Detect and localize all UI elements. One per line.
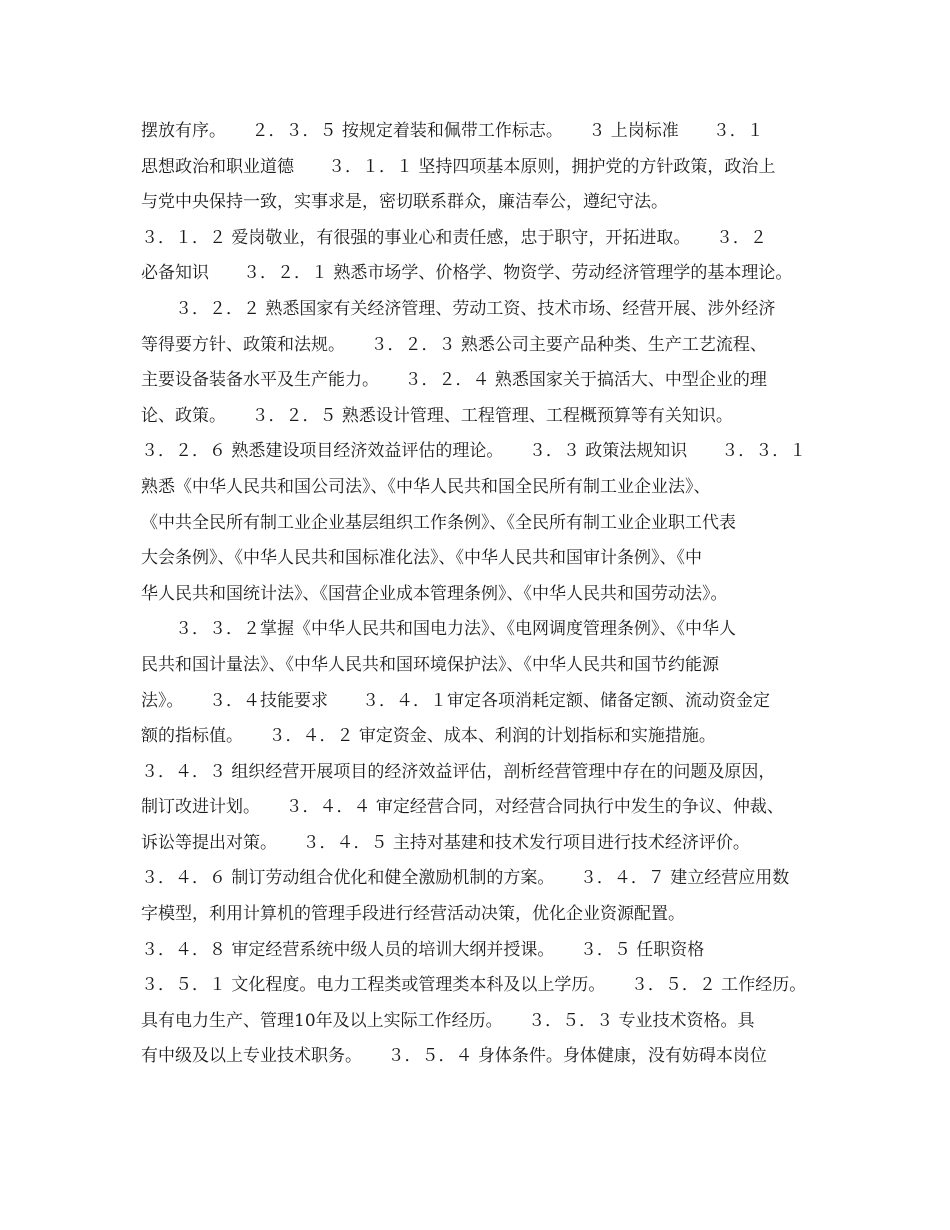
text-line: ３．２．６ 熟悉建设项目经济效益评估的理论。 ３．３ 政策法规知识 ３．３．１ (141, 441, 807, 462)
text-line: 额的指标值。 ３．４．２ 审定资金、成本、利润的计划指标和实施措施。 (141, 726, 716, 747)
text-line: 《中共全民所有制工业企业基层组织工作条例》、《全民所有制工业企业职工代表 (141, 512, 736, 533)
body-text (141, 114, 831, 1075)
text-line: 主要设备装备水平及生产能力。 ３．２．４ 熟悉国家关于搞活大、中型企业的理 (141, 370, 767, 391)
text-line: ３．２．２ 熟悉国家有关经济管理、劳动工资、技术市场、经营开展、涉外经济 (141, 298, 776, 319)
text-line: 有中级及以上专业技术职务。 ３．５．４ 身体条件。身体健康，没有妨碍本岗位 (141, 1046, 767, 1067)
text-line: ３．５．１ 文化程度。电力工程类或管理类本科及以上学历。 ３．５．２ 工作经历。 (141, 975, 807, 996)
text-line: 大会条例》、《中华人民共和国标准化法》、《中华人民共和国审计条例》、《中 (141, 548, 702, 569)
text-line: 具有电力生产、管理10年及以上实际工作经历。 ３．５．３ 专业技术资格。具 (141, 1010, 755, 1031)
text-line: ３．４．８ 审定经营系统中级人员的培训大纲并授课。 ３．５ 任职资格 (141, 939, 705, 960)
text-line: 论、政策。 ３．２．５ 熟悉设计管理、工程管理、工程概预算等有关知识。 (141, 405, 733, 426)
text-line: ３．４．６ 制订劳动组合优化和健全激励机制的方案。 ３．４．７ 建立经营应用数 (141, 868, 790, 889)
text-line: 华人民共和国统计法》、《国营企业成本管理条例》、《中华人民共和国劳动法》。 (141, 583, 728, 604)
text-line: 诉讼等提出对策。 ３．４．５ 主持对基建和技术发行项目进行技术经济评价。 (141, 832, 750, 853)
text-line: 熟悉《中华人民共和国公司法》、《中华人民共和国全民所有制工业企业法》、 (141, 476, 711, 497)
text-line: 字模型，利用计算机的管理手段进行经营活动决策，优化企业资源配置。 (141, 904, 685, 925)
text-line: ３．１．２ 爱岗敬业，有很强的事业心和责任感，忠于职守，开拓进取。 ３．２ (141, 227, 767, 248)
text-line: ３．３．２掌握《中华人民共和国电力法》、《电网调度管理条例》、《中华人 (141, 619, 736, 640)
text-line: 制订改进计划。 ３．４．４ 审定经营合同，对经营合同执行中发生的争议、仲裁、 (141, 797, 784, 818)
text-line: 思想政治和职业道德 ３．１．１ 坚持四项基本原则，拥护党的方针政策，政治上 (141, 156, 776, 177)
text-line: 等得要方针、政策和法规。 ３．２．３ 熟悉公司主要产品种类、生产工艺流程、 (141, 334, 767, 355)
text-line: 摆放有序。 ２．３．５ 按规定着装和佩带工作标志。 ３ 上岗标准 ３．１ (141, 121, 764, 141)
text-line: 与党中央保持一致，实事求是，密切联系群众，廉洁奉公，遵纪守法。 (141, 192, 668, 213)
text-line: 法》。 ３．４技能要求 ３．４．１审定各项消耗定额、储备定额、流动资金定 (141, 690, 770, 711)
text-line: 必备知识 ３．２．１ 熟悉市场学、价格学、物资学、劳动经济管理学的基本理论。 (141, 263, 793, 284)
text-line: 民共和国计量法》、《中华人民共和国环境保护法》、《中华人民共和国节约能源 (141, 654, 719, 675)
text-line: ３．４．３ 组织经营开展项目的经济效益评估，剖析经营管理中存在的问题及原因， (141, 761, 776, 782)
